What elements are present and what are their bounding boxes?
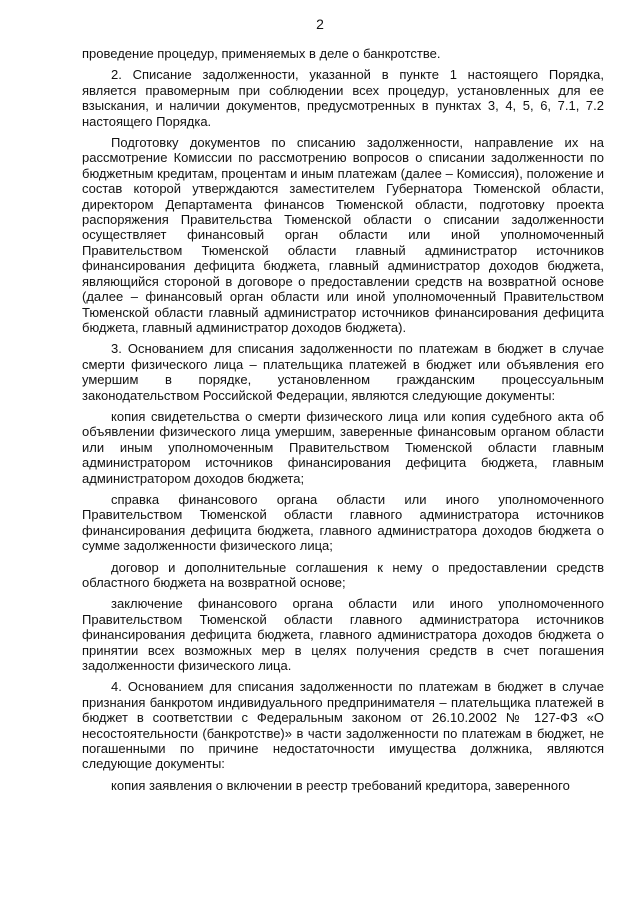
paragraph-application-copy: копия заявления о включении в реестр требований кредитора, заверенного xyxy=(111,777,570,793)
paragraph-clause-2: 2. Списание задолженности, указанной в пункте 1 настоящего Порядка, является правомерным при соблюдении всех процедур, установленных для ее взыскания, и наличии документов, предусмотренных в пунктах 3, 4, 5, 6, 7.1, 7.2 настоящего Порядка. xyxy=(82,67,604,129)
paragraph-agreements: договор и дополнительные соглашения к нему о предоставлении средств областного бюджета на возвратной основе; xyxy=(82,559,604,590)
paragraph-clause-3: 3. Основанием для списания задолженности по платежам в бюджет в случае смерти физического лица – плательщика платежей в бюджет или объявления его умершим в порядке, установленном гражданским процессуальным законодательством Российской Федерации, являются следующие документы: xyxy=(82,341,604,403)
paragraph-preparation-of-documents: Подготовку документов по списанию задолженности, направление их на рассмотрение Комиссии по рассмотрению вопросов о списании задолженности по бюджетным кредитам, процентам и иным платежам (далее – Комиссия), положение и состав которой утверждаются заместителем Губернатора Тюменской области, директором Департамента финансов Тюменской области, подготовку проекта распоряжения Правительства Тюменской области о списании задолженности осуществляет финансовый орган области или иной уполномоченный Правительством Тюменской области главный администратор источников финансирования дефицита бюджета, главный администратор доходов бюджета, являющийся стороной в договоре о предоставлении средств на возвратной основе (далее – финансовый орган области или иной уполномоченный Правительством Тюменской области главный администратор источников финансирования дефицита бюджета, главный администратор доходов бюджета). xyxy=(82,135,604,335)
document-body xyxy=(82,46,604,793)
paragraph-clause-4: 4. Основанием для списания задолженности по платежам в бюджет в случае признания банкротом индивидуального предпринимателя – плательщика платежей в бюджет в соответствии с Федеральным законом от 26.10.2002 № 127-ФЗ «О несостоятельности (банкротстве)» в части задолженности по платежам в бюджет, не погашенными по причине недостаточности имущества должника, являются следующие документы: xyxy=(82,679,604,772)
paragraph-conclusion: заключение финансового органа области или иного уполномоченного Правительством Тюменской области главного администратора источников финансирования дефицита бюджета, главного администратора доходов бюджета о принятии всех возможных мер в целях получения средств в счет погашения задолженности физического лица. xyxy=(82,596,604,674)
paragraph-death-certificate-copy: копия свидетельства о смерти физического лица или копия судебного акта об объявлении физического лица умершим, заверенные финансовым органом области или иным уполномоченным Правительством Тюменской области главным администратором источников финансирования дефицита бюджета, главным администратором доходов бюджета; xyxy=(82,408,604,486)
paragraph-continuation: проведение процедур, применяемых в деле о банкротстве. xyxy=(82,46,441,61)
page-number: 2 xyxy=(316,16,324,32)
paragraph-debt-amount-certificate: справка финансового органа области или иного уполномоченного Правительством Тюменской области главного администратора источников финансирования дефицита бюджета, главного администратора доходов бюджета о сумме задолженности физического лица; xyxy=(82,491,604,554)
